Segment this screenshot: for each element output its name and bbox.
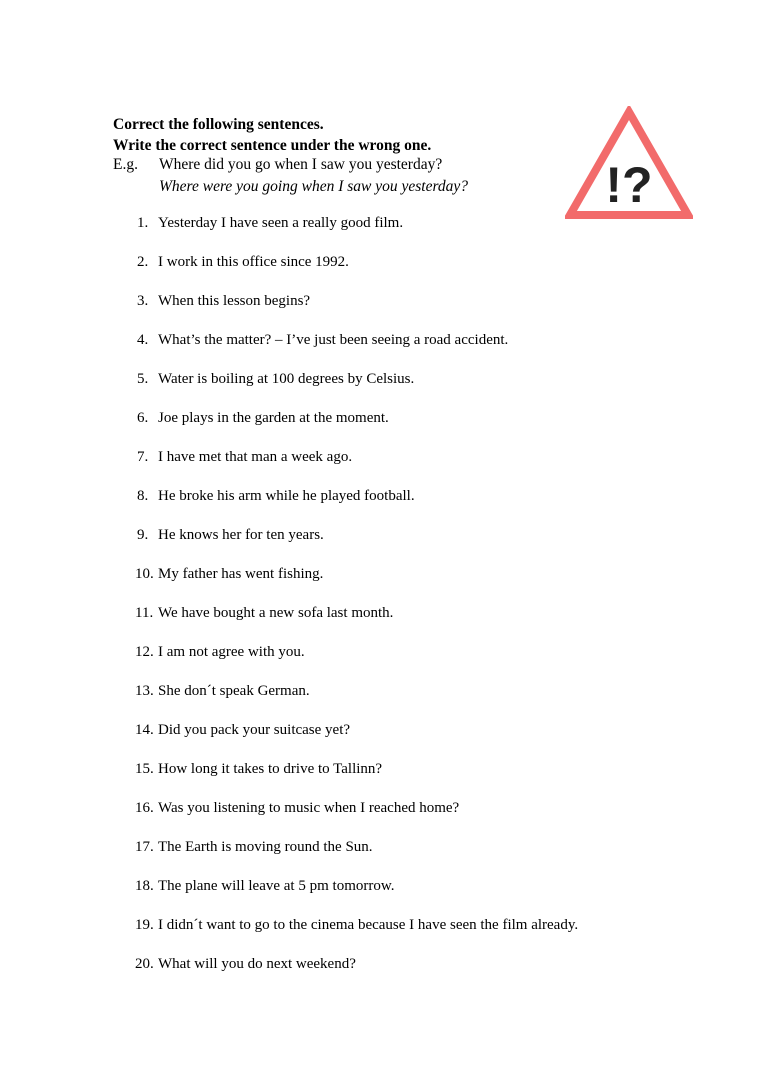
item-sentence: Joe plays in the garden at the moment.	[158, 410, 389, 426]
example-wrong-sentence: Where did you go when I saw you yesterday?	[159, 156, 443, 173]
item-sentence: We have bought a new sofa last month.	[158, 605, 394, 621]
item-number: 12.	[135, 644, 154, 660]
item-sentence: I work in this office since 1992.	[158, 254, 349, 270]
item-number: 4.	[137, 332, 149, 348]
item-number: 10.	[135, 566, 154, 582]
item-sentence: The Earth is moving round the Sun.	[158, 839, 373, 855]
item-number: 14.	[135, 722, 154, 738]
item-sentence: How long it takes to drive to Tallinn?	[158, 761, 383, 777]
item-sentence: She don´t speak German.	[158, 683, 310, 699]
item-number: 17.	[135, 839, 154, 855]
item-sentence: I have met that man a week ago.	[158, 449, 353, 465]
item-number: 16.	[135, 800, 154, 816]
item-number: 5.	[137, 371, 149, 387]
item-number: 3.	[137, 293, 149, 309]
item-number: 11.	[135, 605, 154, 621]
item-sentence: Did you pack your suitcase yet?	[158, 722, 351, 738]
item-number: 9.	[137, 527, 149, 543]
item-sentence: When this lesson begins?	[158, 293, 311, 309]
item-number: 8.	[137, 488, 149, 504]
item-number: 18.	[135, 878, 154, 894]
item-number: 15.	[135, 761, 154, 777]
item-sentence: Water is boiling at 100 degrees by Celsius.	[158, 371, 415, 387]
item-sentence: I didn´t want to go to the cinema because I have seen the film already.	[158, 917, 579, 933]
item-sentence: He broke his arm while he played football.	[158, 488, 415, 504]
item-number: 1.	[137, 215, 149, 231]
item-number: 2.	[137, 254, 149, 270]
item-sentence: My father has went fishing.	[158, 566, 324, 582]
example-correct-sentence: Where were you going when I saw you yesterday?	[159, 178, 469, 195]
item-number: 19.	[135, 917, 154, 933]
item-number: 7.	[137, 449, 149, 465]
example-label: E.g.	[113, 156, 138, 173]
item-number: 13.	[135, 683, 154, 699]
instruction-line-1: Correct the following sentences.	[113, 116, 324, 133]
instruction-line-2: Write the correct sentence under the wrong one.	[113, 137, 432, 154]
item-sentence: The plane will leave at 5 pm tomorrow.	[158, 878, 395, 894]
item-sentence: What’s the matter? – I’ve just been seeing a road accident.	[158, 332, 509, 348]
item-sentence: Yesterday I have seen a really good film.	[158, 215, 404, 231]
item-sentence: He knows her for ten years.	[158, 527, 324, 543]
warning-triangle-icon	[565, 106, 693, 220]
item-sentence: What will you do next weekend?	[158, 956, 356, 972]
item-number: 6.	[137, 410, 149, 426]
item-number: 20.	[135, 956, 154, 972]
item-sentence: I am not agree with you.	[158, 644, 305, 660]
warning-symbol-text: !?	[605, 157, 653, 213]
item-sentence: Was you listening to music when I reached home?	[158, 800, 460, 816]
